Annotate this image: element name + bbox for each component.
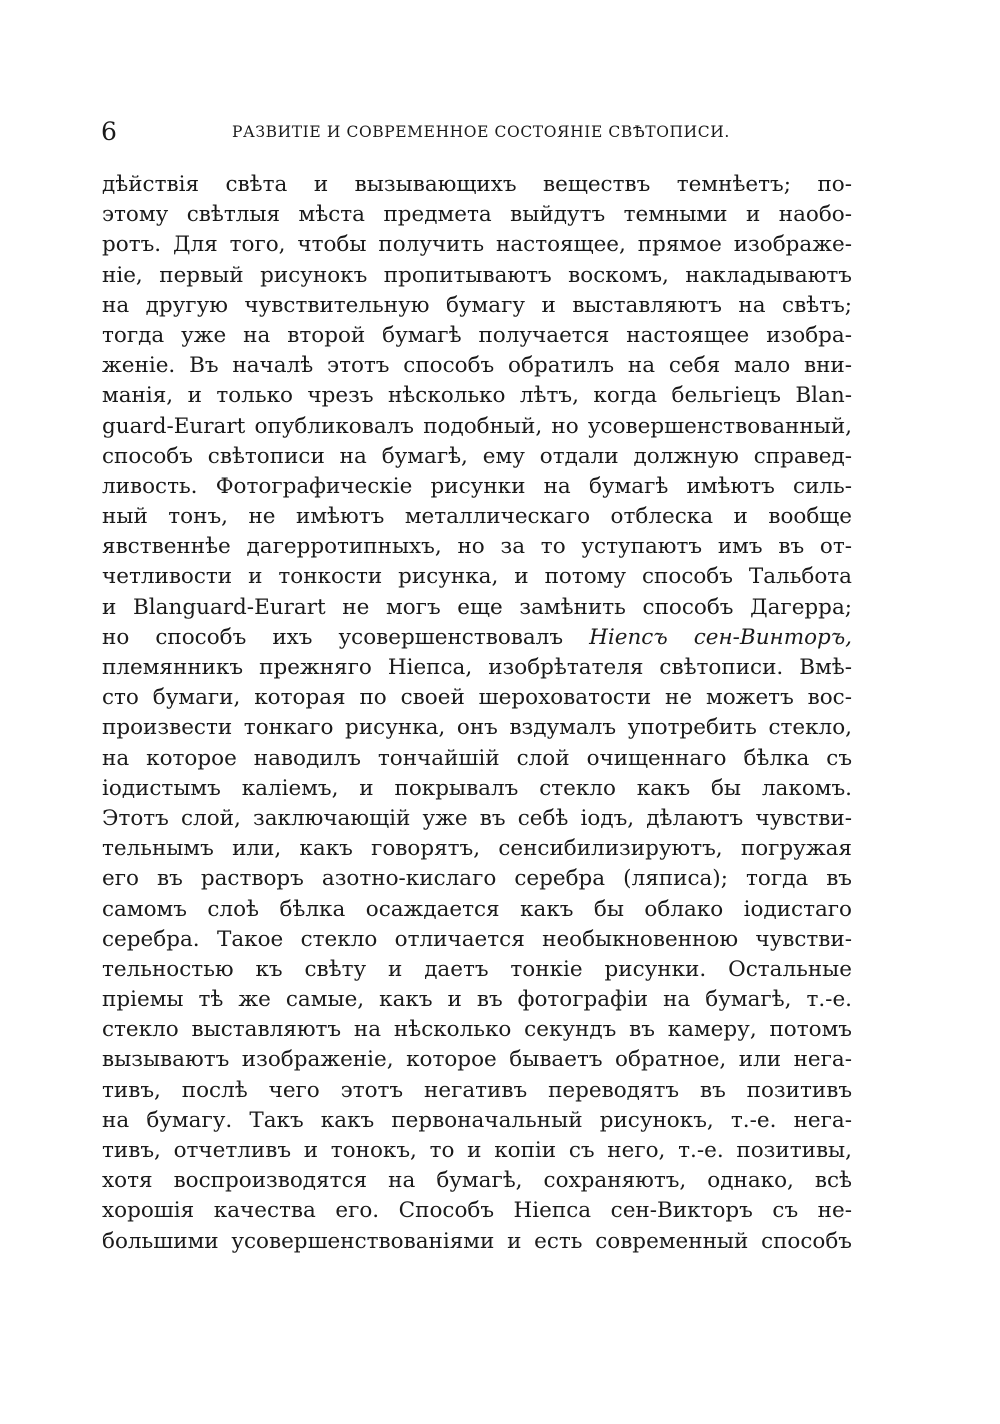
text-line: и Blanguard-Eurart не могъ еще замѣнить способъ Дагерра;	[102, 594, 852, 620]
text-line: ротъ. Для того, чтобы получить настоящее, прямое изображе-	[102, 232, 852, 258]
text-line: способъ свѣтописи на бумагѣ, ему отдали должную справед-	[102, 443, 852, 469]
text-line: іодистымъ каліемъ, и покрывалъ стекло какъ бы лакомъ.	[102, 775, 852, 801]
italic-name: Ніепсъ сен-Винторъ,	[589, 624, 852, 650]
page-number: 6	[101, 117, 117, 146]
text-line: но способъ ихъ усовершенствовалъ Ніепсъ сен-Винторъ,	[102, 624, 852, 650]
text-line: хорошія качества его. Способъ Ніепса сен-Викторъ съ не-	[102, 1198, 852, 1224]
text-line: ливость. Фотографическіе рисунки на бумагѣ имѣютъ силь-	[102, 473, 852, 499]
text-line: самомъ слоѣ бѣлка осаждается какъ бы облако іодистаго	[102, 896, 852, 922]
text-line: ніе, первый рисунокъ пропитываютъ воскомъ, накладываютъ	[102, 262, 852, 288]
text-line: племянникъ прежняго Ніепса, изобрѣтателя свѣтописи. Вмѣ-	[102, 655, 852, 680]
text-line: хотя воспроизводятся на бумагѣ, сохраняютъ, однако, всѣ	[102, 1168, 852, 1194]
text-line: тогда уже на второй бумагѣ получается настоящее изобра-	[102, 322, 852, 348]
text-line: произвести тонкаго рисунка, онъ вздумалъ употребить стекло,	[102, 715, 852, 741]
text-line: guard-Eurart опубликовалъ подобный, но усовершенствованный,	[102, 413, 852, 439]
text-line: тельностью къ свѣту и даетъ тонкіе рисунки. Остальные	[102, 956, 852, 982]
text-line: ный тонъ, не имѣютъ металлическаго отблеска и вообще	[102, 504, 852, 530]
text-line: дѣйствія свѣта и вызывающихъ веществъ темнѣетъ; по-	[102, 172, 852, 197]
text-line: тивъ, послѣ чего этотъ негативъ переводятъ въ позитивъ	[102, 1077, 852, 1103]
text-line: явственнѣе дагерротипныхъ, но за то уступаютъ имъ въ от-	[102, 534, 852, 560]
text-line: его въ растворъ азотно-кислаго серебра (ляписа); тогда въ	[102, 866, 852, 892]
text-line: сто бумаги, которая по своей шероховатости не можетъ вос-	[102, 685, 852, 711]
text-line: вызываютъ изображеніе, которое бываетъ обратное, или нега-	[102, 1047, 852, 1073]
text-line: тивъ, отчетливъ и тонокъ, то и копіи съ него, т.-е. позитивы,	[102, 1138, 852, 1163]
text-line: пріемы тѣ же самые, какъ и въ фотографіи на бумагѣ, т.-е.	[102, 987, 852, 1013]
text-line: большими усовершенствованіями и есть современный способъ	[102, 1228, 852, 1254]
text-line: на которое наводилъ тончайшій слой очищеннаго бѣлка съ	[102, 745, 852, 771]
text-line: четливости и тонкости рисунка, и потому способъ Тальбота	[102, 564, 852, 590]
text-line: этому свѣтлыя мѣста предмета выйдутъ темными и наобо-	[102, 202, 852, 228]
text-line: женіе. Въ началѣ этотъ способъ обратилъ на себя мало вни-	[102, 353, 852, 379]
text-line: на другую чувствительную бумагу и выставляютъ на свѣтъ;	[102, 292, 852, 318]
body-text	[102, 170, 852, 1257]
text-line: стекло выставляютъ на нѣсколько секундъ въ камеру, потомъ	[102, 1017, 852, 1043]
text-line: тельнымъ или, какъ говорятъ, сенсибилизируютъ, погружая	[102, 836, 852, 862]
text-line: на бумагу. Такъ какъ первоначальный рисунокъ, т.-е. нега-	[102, 1107, 852, 1133]
text-line: серебра. Такое стекло отличается необыкновенною чувстви-	[102, 926, 852, 952]
text-line: манія, и только чрезъ нѣсколько лѣтъ, когда бельгіецъ Blan-	[102, 383, 852, 409]
running-title: РАЗВИТІЕ И СОВРЕМЕННОЕ СОСТОЯНІЕ СВѢТОПИСИ.	[232, 123, 730, 141]
text-line: Этотъ слой, заключающій уже въ себѣ іодъ, дѣлаютъ чувстви-	[102, 805, 852, 831]
